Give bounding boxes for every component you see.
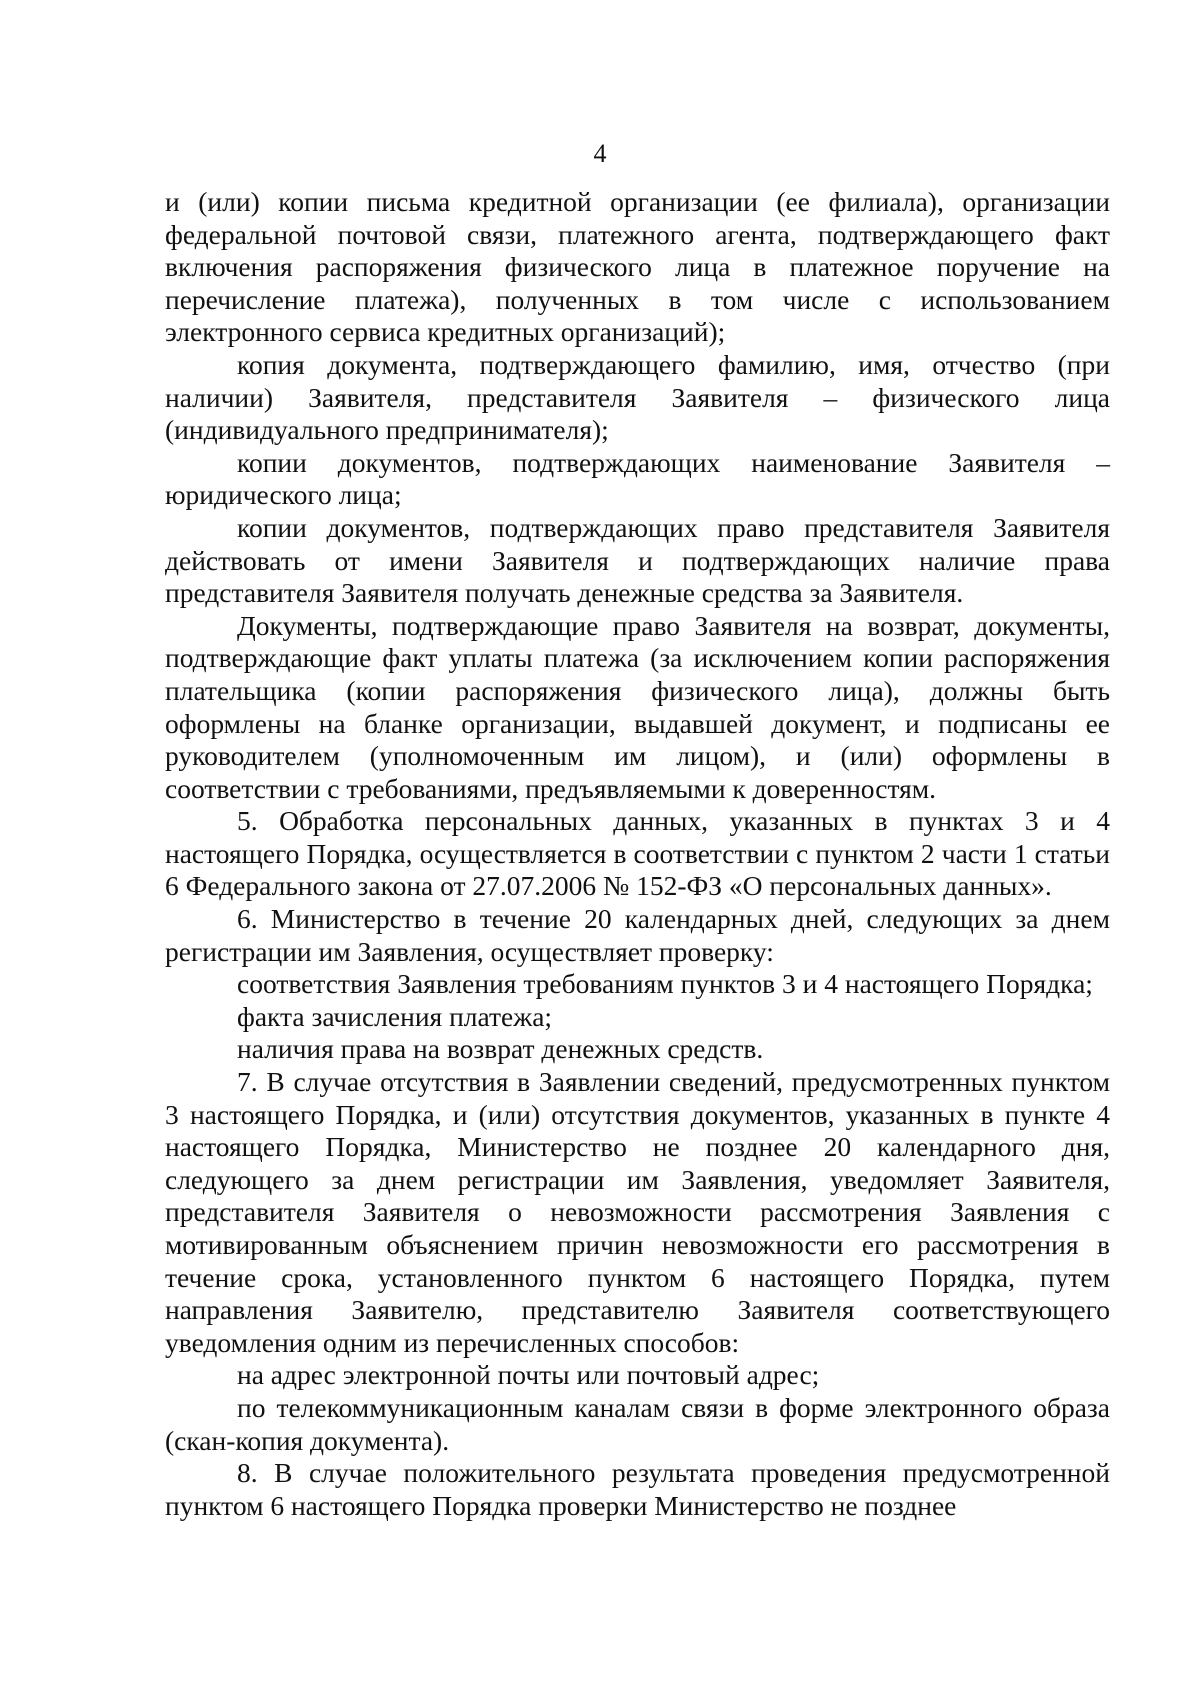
paragraph-check-compliance: соответствия Заявления требованиям пунктов 3 и 4 настоящего Порядка; [237, 968, 1093, 1000]
paragraph-check-right: наличия права на возврат денежных средств. [237, 1033, 764, 1065]
paragraph-representative-rights: копии документов, подтверждающих право представителя Заявителя действовать от имени Заявителя и подтверждающих наличие права представителя Заявителя получать денежные средства за Заявителя. [165, 511, 1110, 609]
paragraph-identity-document: копия документа, подтверждающего фамилию, имя, отчество (при наличии) Заявителя, представителя Заявителя – физического лица (индивидуального предпринимателя); [165, 348, 1110, 446]
page-number: 4 [593, 139, 607, 168]
paragraph-item-6: 6. Министерство в течение 20 календарных дней, следующих за днем регистрации им Заявления, осуществляет проверку: [165, 903, 1110, 967]
paragraph-letter-copies: и (или) копии письма кредитной организации (ее филиала), организации федеральной почтовой связи, платежного агента, подтверждающего факт включения распоряжения физического лица в платежное поручение на перечисление платежа), полученных в том числе с использованием электронного сервиса кредитных организаций); [165, 186, 1110, 348]
paragraph-item-8: 8. В случае положительного результата проведения предусмотренной пунктом 6 настоящего Порядка проверки Министерство не позднее [165, 1457, 1110, 1521]
document-body [165, 186, 1110, 1522]
paragraph-item-5: 5. Обработка персональных данных, указанных в пунктах 3 и 4 настоящего Порядка, осуществляется в соответствии с пунктом 2 части 1 статьи 6 Федерального закона от 27.07.2006 № 152-ФЗ «О персональных данных». [165, 805, 1110, 902]
paragraph-legal-entity-name: копии документов, подтверждающих наименование Заявителя – юридического лица; [165, 446, 1110, 511]
paragraph-check-payment: факта зачисления платежа; [237, 1000, 553, 1032]
paragraph-document-requirements: Документы, подтверждающие право Заявителя на возврат, документы, подтверждающие факт уплаты платежа (за исключением копии распоряжения плательщика (копии распоряжения физического лица), должны быть оформлены на бланке организации, выдавшей документ, и подписаны ее руководителем (уполномоченным им лицом), и (или) оформлены в соответствии с требованиями, предъявляемыми к доверенностям. [165, 609, 1110, 804]
paragraph-method-telecom: по телекоммуникационным каналам связи в форме электронного образа (скан-копия документа). [165, 1391, 1110, 1456]
paragraph-method-email: на адрес электронной почты или почтовый адрес; [237, 1359, 820, 1391]
paragraph-item-7: 7. В случае отсутствия в Заявлении сведений, предусмотренных пунктом 3 настоящего Порядка, и (или) отсутствия документов, указанных в пункте 4 настоящего Порядка, Министерство не позднее 20 календарного дня, следующего за днем регистрации им Заявления, уведомляет Заявителя, представителя Заявителя о невозможности рассмотрения Заявления с мотивированным объяснением причин невозможности его рассмотрения в течение срока, установленного пунктом 6 настоящего Порядка, путем направления Заявителю, представителю Заявителя соответствующего уведомления одним из перечисленных способов: [165, 1066, 1110, 1358]
